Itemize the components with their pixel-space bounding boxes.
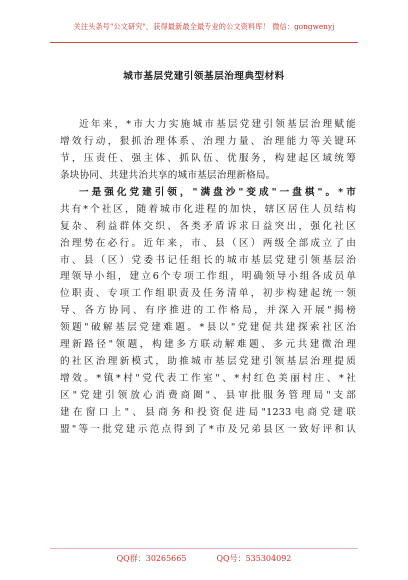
body-line: 理领导小组，建立6个专项工作组，明确领导小组各成员单 <box>60 271 356 283</box>
document-title: 城市基层党建引领基层治理典型材料 <box>123 71 285 82</box>
qq-group-number: QQ群：30265665 <box>116 554 187 563</box>
qq-number: QQ号：535304092 <box>216 554 292 563</box>
body-line: 共有*个社区，随着城市化进程的加快，辖区居住人员结构 <box>60 203 356 215</box>
body-line: 建在窗口上"、县商务和投资促进局"1233电商党建联 <box>60 406 356 418</box>
body-line: 理新路径"领题，构建多方联动解难题、多元共建微治理 <box>60 339 356 351</box>
footer-divider <box>50 548 358 549</box>
body-line: 区"党建引领放心消费商圈"、县审批服务管理局"支部 <box>60 390 356 401</box>
body-line: 节，压责任、强主体、抓队伍、优服务，构建起区域统筹 <box>60 152 356 164</box>
body-line: 领题"破解基层党建难题。*县以"党建促共建探索社区治 <box>60 322 356 334</box>
body-line: 导、各方协同、有序推进的工作格局，并深入开展"揭榜 <box>60 305 356 317</box>
body-line: 盟"等一批党建示范点得到了*市及兄弟县区一致好评和认 <box>60 423 356 435</box>
body-line: 近年来，*市大力实施城市基层党建引领基层治理赋能 <box>79 119 356 130</box>
footer-contacts <box>0 553 408 564</box>
header-divider <box>50 42 358 43</box>
body-line: 条块协同、共建共治共享的城市基层治理新格局。 <box>60 169 276 181</box>
body-line: 治理势在必行。近年来，市、县（区）两级全部成立了由 <box>60 237 356 249</box>
body-line: 的社区治理新模式，助推城市基层党建引领基层治理提质 <box>60 356 356 368</box>
body-line: 增效行动，狠抓治理体系、治理力量、治理能力等关键环 <box>60 135 356 147</box>
section-heading-line: 一是强化党建引领，"满盘沙"变成"一盘棋"。*市 <box>79 186 356 198</box>
body-line: 复杂、利益群体交织、各类矛盾诉求日益突出，强化社区 <box>60 220 356 232</box>
document-body <box>60 117 356 439</box>
body-line: 位职责、专项工作组职责及任务清单，初步构建起统一领 <box>60 288 356 300</box>
body-line: 市、县（区）党委书记任组长的城市基层党建引领基层治 <box>60 254 356 266</box>
body-line: 增效。*镇*村"党代表工作室"、*村红色美丽村庄、*社 <box>60 373 356 385</box>
header-banner: 关注头条号"公文研究"，获得最新最全最专业的公文资料库！ 微信：gongwenyj <box>73 22 335 31</box>
